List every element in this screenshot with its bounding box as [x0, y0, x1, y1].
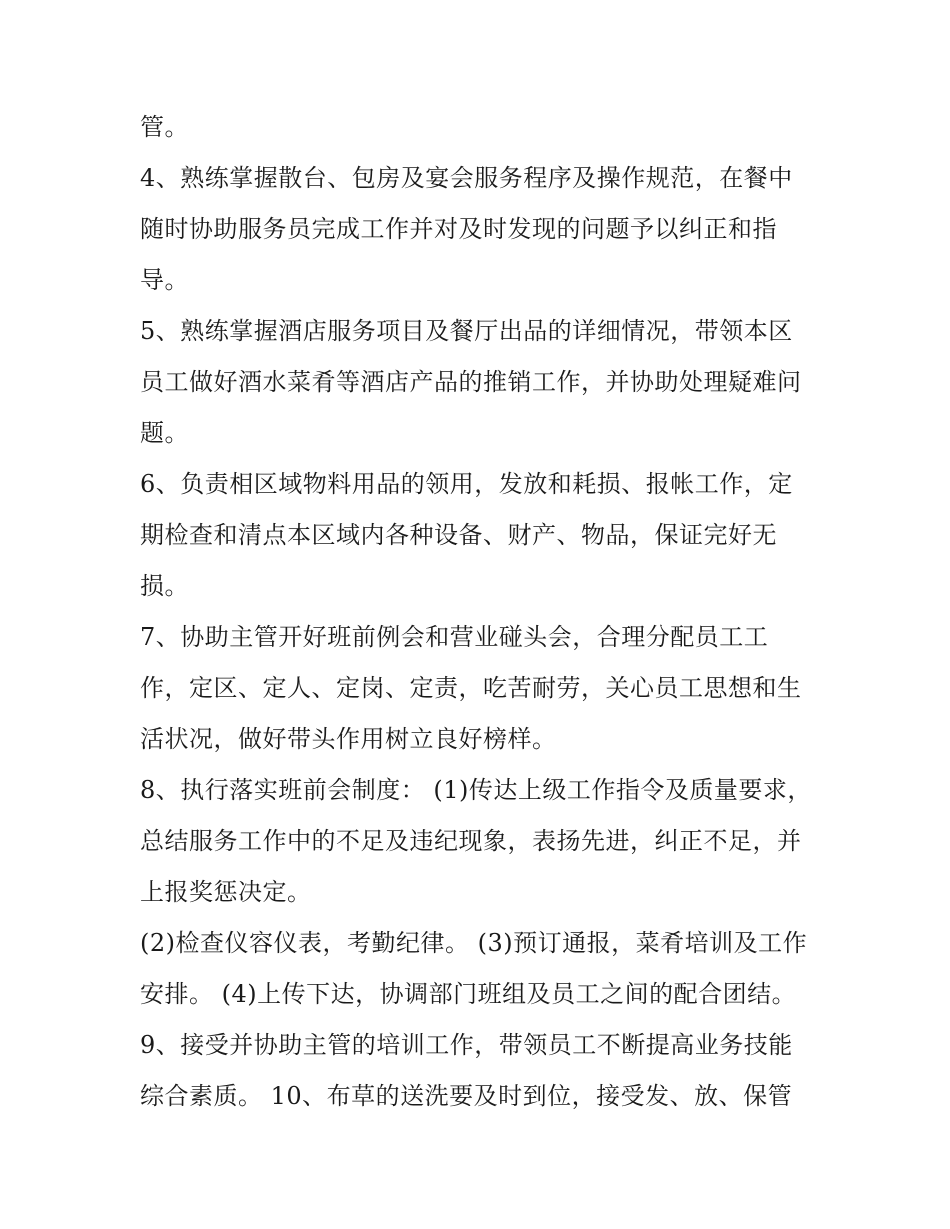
text-line: 安排。 (4)上传下达，协调部门班组及员工之间的配合团结。: [140, 980, 797, 1008]
text-line: 7、协助主管开好班前例会和营业碰头会，合理分配员工工: [140, 623, 769, 651]
text-line: 4、熟练掌握散台、包房及宴会服务程序及操作规范，在餐中: [140, 164, 793, 192]
text-line: 题。: [140, 419, 189, 447]
text-line: 活状况，做好带头作用树立良好榜样。: [140, 725, 557, 753]
text-line: 管。: [140, 113, 189, 141]
text-line: 5、熟练掌握酒店服务项目及餐厅出品的详细情况，带领本区: [140, 317, 793, 345]
text-line: 8、执行落实班前会制度： (1)传达上级工作指令及质量要求，: [140, 776, 812, 804]
text-line: 期检查和清点本区域内各种设备、财产、物品，保证完好无: [140, 521, 777, 549]
text-line: 综合素质。 10、布草的送洗要及时到位，接受发、放、保管: [140, 1082, 793, 1110]
text-line: 作，定区、定人、定岗、定责，吃苦耐劳，关心员工思想和生: [140, 674, 802, 702]
text-line: (2)检查仪容仪表，考勤纪律。 (3)预订通报，菜肴培训及工作: [140, 929, 808, 957]
text-line: 员工做好酒水菜肴等酒店产品的推销工作，并协助处理疑难问: [140, 368, 802, 396]
text-line: 上报奖惩决定。: [140, 878, 312, 906]
text-line: 随时协助服务员完成工作并对及时发现的问题予以纠正和指: [140, 215, 777, 243]
text-line: 6、负责相区域物料用品的领用，发放和耗损、报帐工作，定: [140, 470, 793, 498]
text-line: 9、接受并协助主管的培训工作，带领员工不断提高业务技能: [140, 1031, 793, 1059]
text-line: 导。: [140, 266, 189, 294]
text-line: 总结服务工作中的不足及违纪现象，表扬先进，纠正不足，并: [140, 827, 802, 855]
text-line: 损。: [140, 572, 189, 600]
